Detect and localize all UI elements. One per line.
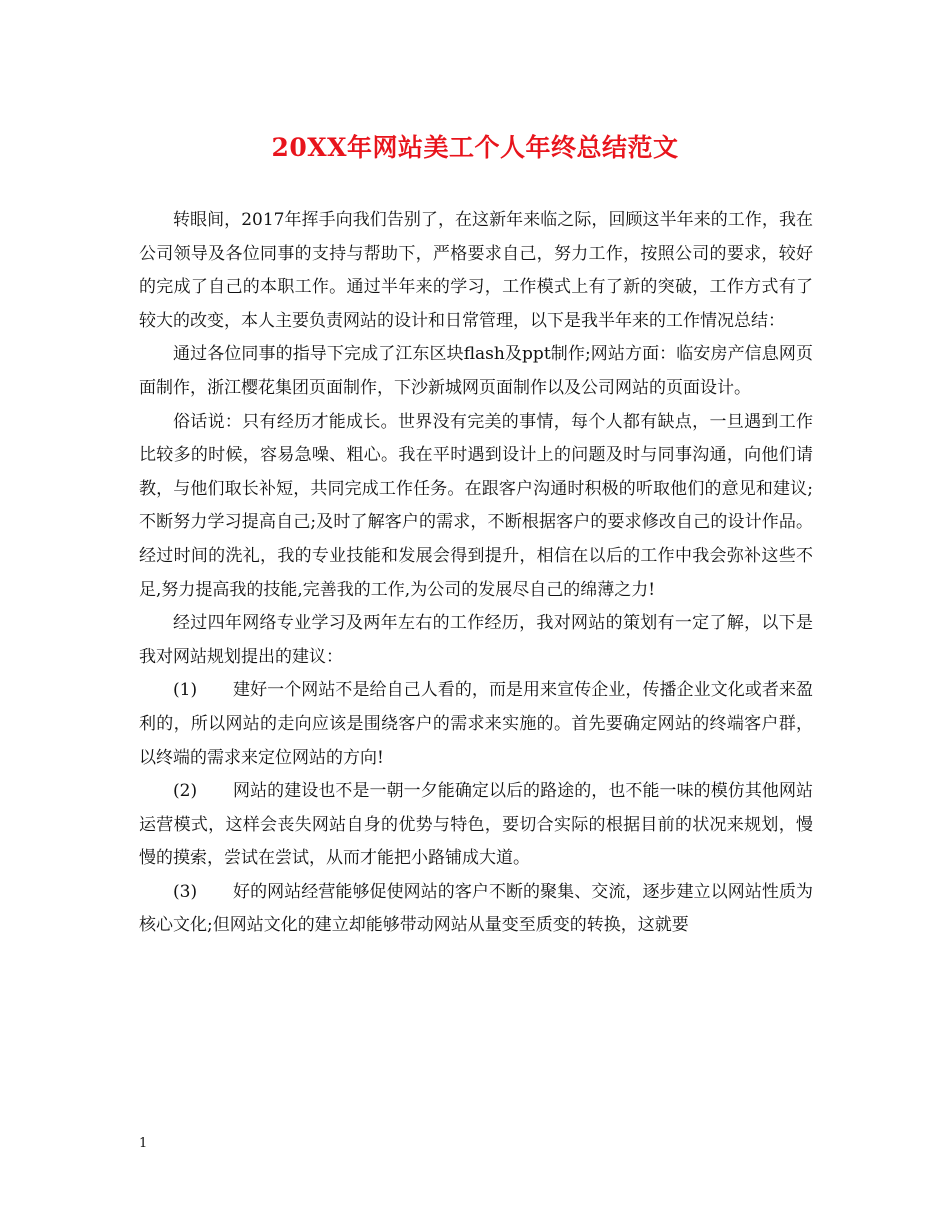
paragraph-growth: 俗话说：只有经历才能成长。世界没有完美的事情，每个人都有缺点，一旦遇到工作比较多的时候，容易急噪、粗心。我在平时遇到设计上的问题及时与同事沟通，向他们请教，与他们取长补短，共同完成工作任务。在跟客户沟通时积极的听取他们的意见和建议;不断努力学习提高自己;及时了解客户的需求，不断根据客户的要求修改自己的设计作品。经过时间的洗礼，我的专业技能和发展会得到提升，相信在以后的工作中我会弥补这些不足,努力提高我的技能,完善我的工作,为公司的发展尽自己的绵薄之力!	[139, 411, 813, 600]
page-number: 1	[139, 1136, 148, 1151]
item-text: 好的网站经营能够促使网站的客户不断的聚集、交流，逐步建立以网站性质为核心文化;但网站文化的建立却能够带动网站从量变至质变的转换，这就要	[139, 881, 813, 936]
paragraph-suggestions-intro: 经过四年网络专业学习及两年左右的工作经历，我对网站的策划有一定了解，以下是我对网站规划提出的建议：	[139, 613, 813, 667]
item-number: (3)	[173, 881, 198, 902]
numbered-item-2	[139, 775, 813, 876]
item-number: (1)	[173, 680, 198, 701]
item-text: 网站的建设也不是一朝一夕能确定以后的路途的，也不能一味的模仿其他网站运营模式，这样会丧失网站自身的优势与特色，要切合实际的根据目前的状况来规划，慢慢的摸索，尝试在尝试，从而才能把小路铺成大道。	[139, 781, 813, 869]
paragraph-work-done: 通过各位同事的指导下完成了江东区块flash及ppt制作;网站方面：临安房产信息网页面制作，浙江樱花集团页面制作，下沙新城网页面制作以及公司网站的页面设计。	[139, 344, 813, 398]
numbered-item-1	[139, 674, 813, 775]
numbered-item-3	[139, 876, 813, 943]
document-title: 20XX年网站美工个人年终总结范文	[271, 133, 679, 162]
document-body	[139, 204, 813, 943]
item-number: (2)	[173, 781, 198, 802]
paragraph-intro: 转眼间，2017年挥手向我们告别了，在这新年来临之际，回顾这半年来的工作，我在公司领导及各位同事的支持与帮助下，严格要求自己，努力工作，按照公司的要求，较好的完成了自己的本职工作。通过半年来的学习，工作模式上有了新的突破，工作方式有了较大的改变，本人主要负责网站的设计和日常管理，以下是我半年来的工作情况总结：	[139, 210, 813, 331]
item-text: 建好一个网站不是给自己人看的，而是用来宣传企业，传播企业文化或者来盈利的，所以网站的走向应该是围绕客户的需求来实施的。首先要确定网站的终端客户群，以终端的需求来定位网站的方向!	[139, 680, 813, 768]
